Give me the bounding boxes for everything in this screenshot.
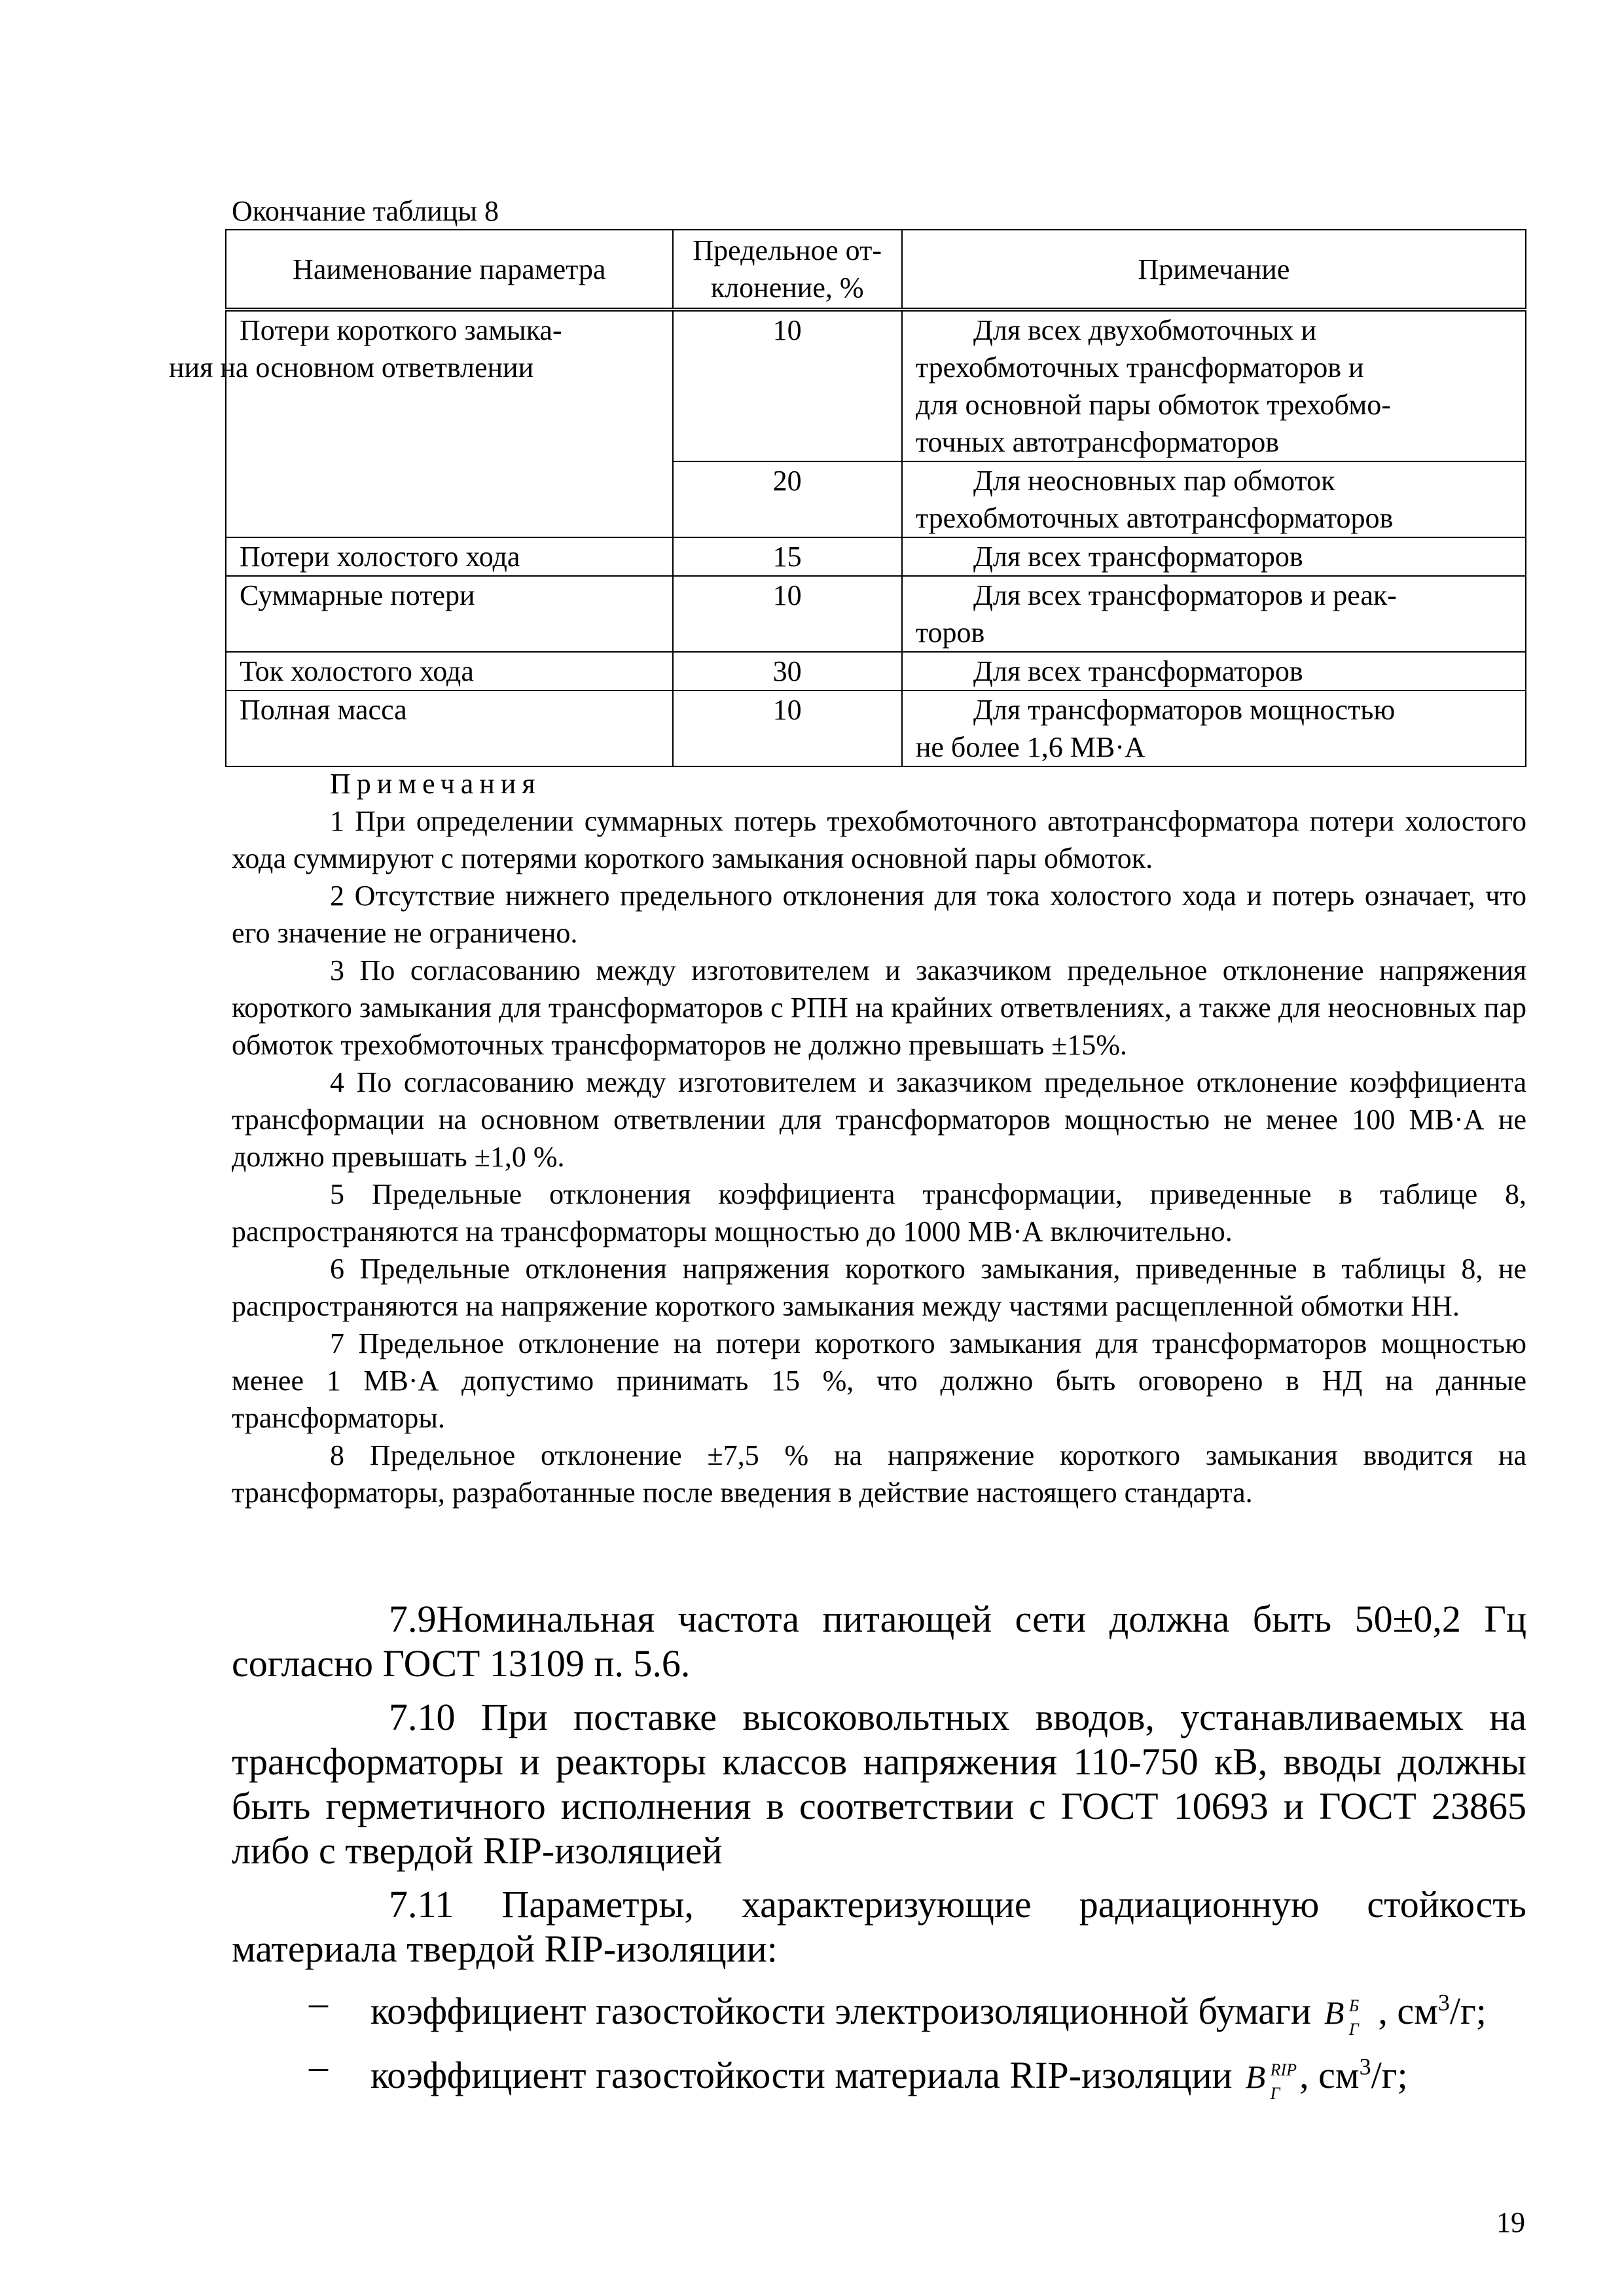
note-line: Для всех двухобмоточных и: [973, 314, 1317, 346]
note-line: Для трансформаторов мощностью: [973, 694, 1396, 726]
table-caption: Окончание таблицы 8: [232, 195, 499, 227]
list-item-text: коэффициент газостойкости электроизоляционной бумаги: [370, 1990, 1311, 2033]
list-item: [232, 1981, 1526, 2039]
cell-note: [902, 576, 1526, 652]
note-item: 6 Предельные отклонения напряжения короткого замыкания, приведенные в таблицы 8, не распространяются на напряжение короткого замыкания между частями расщепленной обмотки НН.: [232, 1253, 1526, 1322]
header-note: Примечание: [902, 230, 1526, 310]
dash-marker: –: [309, 1981, 328, 2024]
gas-resistance-symbol: B RIP Г: [1245, 2058, 1297, 2103]
note-line: трехобмоточных автотрансформаторов: [915, 502, 1394, 534]
dash-marker: –: [309, 2045, 328, 2088]
page-number: 19: [1496, 2206, 1525, 2238]
list-item: [232, 2044, 1526, 2103]
notes-list: [232, 802, 1526, 1511]
unit-label: , $см^3/г$;: [1299, 2053, 1408, 2096]
note-item: 5 Предельные отклонения коэффициента трансформации, приведенные в таблице 8, распространяются на трансформаторы мощностью до 1000 МВ·А включительно.: [232, 1178, 1526, 1247]
cell-parameter: Потери холостого хода: [226, 537, 673, 576]
list-item-text: коэффициент газостойкости материала RIP-изоляции: [370, 2053, 1233, 2096]
note-line: трехобмоточных трансформаторов и: [915, 351, 1364, 384]
note-line: для основной пары обмоток трехобмо-: [915, 389, 1391, 421]
header-limit-line2: клонение, %: [710, 272, 864, 304]
note-line: торов: [915, 617, 985, 649]
cell-parameter: Суммарные потери: [226, 576, 673, 652]
note-line: Для всех трансформаторов и реак-: [973, 579, 1397, 611]
cell-value: 30: [673, 652, 902, 691]
section-7-10: [232, 1695, 1526, 1873]
header-limit-deviation: [673, 230, 902, 310]
section-text: При поставке высоковольтных вводов, устанавливаемых на трансформаторы и реакторы классов напряжения 110-750 кВ, вводы должны быть герметичного исполнения в соответствии с ГОСТ 10693 и ГОСТ 23865 либо с твердой RIP-изоляцией: [232, 1696, 1527, 1872]
section-text: Параметры, характеризующие радиационную стойкость материала твердой RIP-изоляции:: [232, 1883, 1527, 1970]
note-line: Для всех трансформаторов: [973, 655, 1303, 687]
note-line: не более 1,6 МВ·А: [915, 731, 1146, 763]
notes-heading: Примечания: [330, 768, 541, 800]
note-line: точных автотрансформаторов: [915, 426, 1279, 458]
gas-resistance-symbol: B Б Г: [1324, 1994, 1360, 2039]
cell-value: 10: [673, 576, 902, 652]
table-row: [226, 537, 1526, 576]
table-row: [226, 310, 1526, 461]
cell-value: 10: [673, 310, 902, 461]
note-item: 2 Отсутствие нижнего предельного отклонения для тока холостого хода и потерь означает, что его значение не ограничено.: [232, 880, 1526, 949]
cell-note: [902, 461, 1526, 537]
cell-parameter: [169, 310, 673, 537]
section-number: 7.9: [389, 1598, 437, 1640]
cell-parameter: Полная масса: [226, 691, 673, 766]
cell-note: [902, 310, 1526, 461]
deviation-table: [169, 229, 1526, 767]
cell-parameter-line1: Потери короткого замыка-: [240, 314, 562, 346]
note-item: 4 По согласованию между изготовителем и заказчиком предельное отклонение коэффициента трансформации на основном ответвлении для трансформаторов мощностью не менее 100 МВ·А не должно превышать ±1,0 %.: [232, 1066, 1526, 1173]
note-item: 3 По согласованию между изготовителем и заказчиком предельное отклонение напряжения короткого замыкания для трансформаторов с РПН на крайних ответвлениях, а также для неосновных пар обмоток трехобмоточных трансформаторов не должно превышать ±15%.: [232, 954, 1526, 1061]
cell-parameter: Ток холостого хода: [226, 652, 673, 691]
section-number: 7.11: [389, 1883, 454, 1926]
cell-note: [902, 652, 1526, 691]
note-item: 7 Предельное отклонение на потери короткого замыкания для трансформаторов мощностью менее 1 МВ·А допустимо принимать 15 %, что должно быть оговорено в НД на данные трансформаторы.: [232, 1327, 1526, 1434]
section-7-9: [232, 1597, 1526, 1686]
note-item: 8 Предельное отклонение ±7,5 % на напряжение короткого замыкания вводится на трансформаторы, разработанные после введения в действие настоящего стандарта.: [232, 1439, 1526, 1509]
cell-value: 15: [673, 537, 902, 576]
cell-value: 10: [673, 691, 902, 766]
table-row: [226, 652, 1526, 691]
main-text: [232, 1597, 1526, 2108]
section-number: 7.10: [389, 1696, 456, 1738]
header-limit-line1: Предельное от-: [693, 234, 882, 266]
table-header-row: [226, 230, 1526, 310]
section-text: Номинальная частота питающей сети должна быть 50±0,2 Гц согласно ГОСТ 13109 п. 5.6.: [232, 1598, 1526, 1685]
cell-parameter-line2: ния на основном ответвлении: [169, 351, 534, 384]
cell-value: 20: [673, 461, 902, 537]
cell-note: [902, 691, 1526, 766]
note-line: Для всех трансформаторов: [973, 541, 1303, 573]
header-parameter-name: Наименование параметра: [226, 230, 673, 310]
note-line: Для неосновных пар обмоток: [973, 465, 1335, 497]
section-7-11: [232, 1882, 1526, 1971]
note-item: 1 При определении суммарных потерь трехобмоточного автотрансформатора потери холостого хода суммируют с потерями короткого замыкания основной пары обмоток.: [232, 805, 1526, 874]
cell-note: [902, 537, 1526, 576]
table-row: [226, 576, 1526, 652]
unit-label: , $см^3/г$;: [1378, 1990, 1487, 2033]
table-row: [226, 691, 1526, 766]
